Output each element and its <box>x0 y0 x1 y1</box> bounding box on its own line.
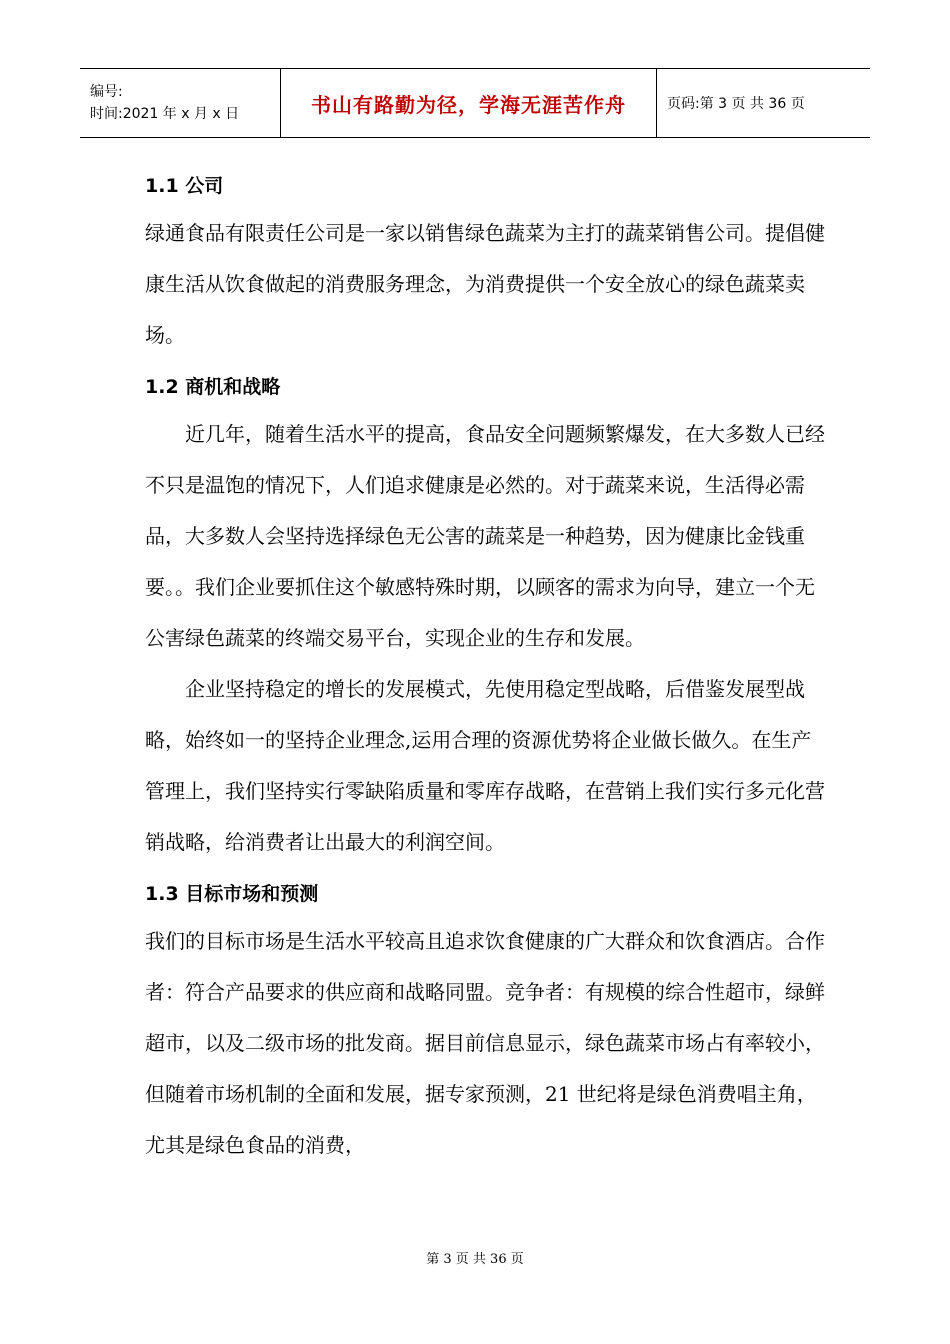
page-info-text: 页码:第 3 页 共 36 页 <box>667 96 805 112</box>
section-heading: 1.1 公司 <box>145 175 224 197</box>
section-heading: 1.3 目标市场和预测 <box>145 883 319 905</box>
section-heading: 1.2 商机和战略 <box>145 376 281 398</box>
document-body <box>145 160 825 1171</box>
header-meta <box>80 69 280 137</box>
header-page-info <box>657 69 870 137</box>
header-motto-cell <box>280 69 657 137</box>
page-footer: 第 3 页 共 36 页 <box>426 1252 524 1267</box>
paragraph: 我们的目标市场是生活水平较高且追求饮食健康的广大群众和饮食酒店。合作者：符合产品要求的供应商和战略同盟。竞争者：有规模的综合性超市，绿鲜超市，以及二级市场的批发商。据目前信息显示，绿色蔬菜市场占有率较小，但随着市场机制的全面和发展，据专家预测，21 世纪将是绿色消费唱主角，尤其是绿色食品的消费， <box>145 929 825 1157</box>
paragraph: 绿通食品有限责任公司是一家以销售绿色蔬菜为主打的蔬菜销售公司。提倡健康生活从饮食做起的消费服务理念，为消费提供一个安全放心的绿色蔬菜卖场。 <box>145 221 825 347</box>
page-header <box>80 68 870 138</box>
motto-text: 书山有路勤为径，学海无涯苦作舟 <box>311 92 626 117</box>
paragraph: 近几年，随着生活水平的提高，食品安全问题频繁爆发，在大多数人已经不只是温饱的情况下，人们追求健康是必然的。对于蔬菜来说，生活得必需品，大多数人会坚持选择绿色无公害的蔬菜是一种趋势，因为健康比金钱重要。。我们企业要抓住这个敏感特殊时期，以顾客的需求为向导，建立一个无公害绿色蔬菜的终端交易平台，实现企业的生存和发展。 <box>145 422 825 650</box>
document-date: 时间:2021 年 x 月 x 日 <box>90 106 240 122</box>
document-number-label: 编号: <box>90 84 123 100</box>
paragraph: 企业坚持稳定的增长的发展模式，先使用稳定型战略，后借鉴发展型战略，始终如一的坚持企业理念,运用合理的资源优势将企业做长做久。在生产管理上，我们坚持实行零缺陷质量和零库存战略，在营销上我们实行多元化营销战略，给消费者让出最大的利润空间。 <box>145 677 825 854</box>
